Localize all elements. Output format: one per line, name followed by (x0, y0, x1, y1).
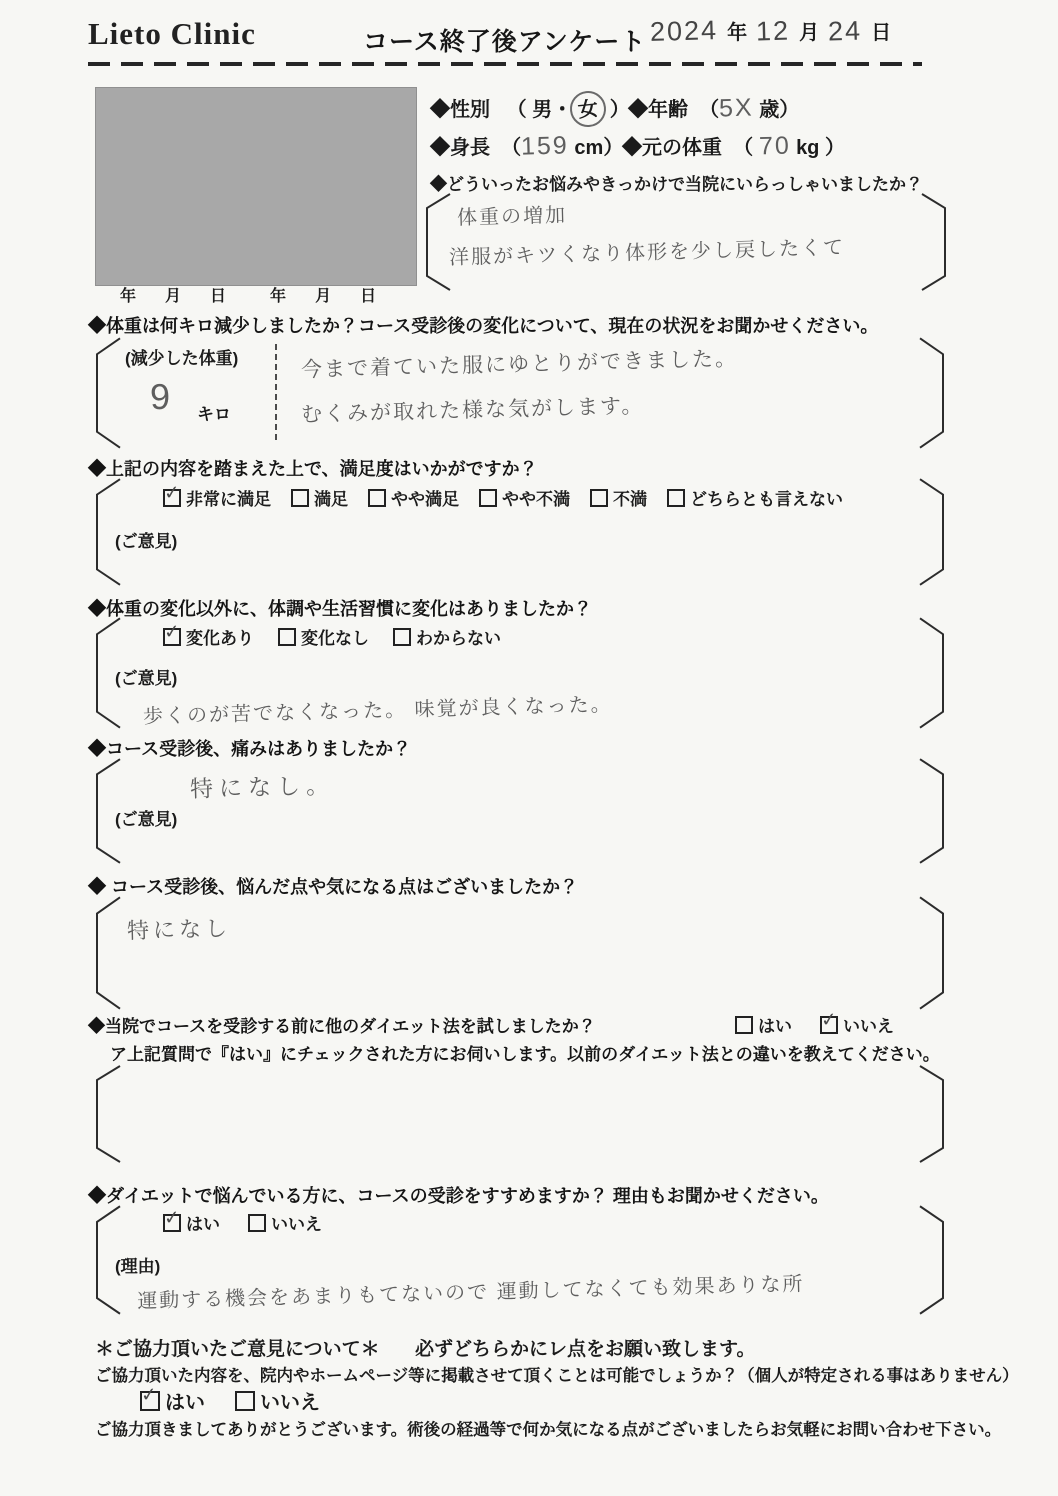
paren-close: ） (779, 99, 800, 121)
frame-bracket-right (919, 477, 945, 587)
checkbox-label: 変化なし (301, 629, 369, 648)
gender-field (430, 93, 630, 123)
clinic-logo: Lieto Clinic (88, 16, 256, 51)
date-day-value: 24 (827, 15, 863, 47)
frame-bracket-right (919, 1064, 945, 1164)
photo-date-label: 年 (120, 288, 137, 305)
photo-date-label: 日 (210, 288, 227, 305)
checkbox-no (248, 1210, 322, 1235)
checkbox-icon (278, 628, 296, 646)
checkbox-satisfied (291, 485, 348, 510)
checkbox-label: 変化あり (186, 629, 254, 648)
age-label: ◆年齢 (628, 99, 688, 121)
dashed-separator (275, 344, 277, 440)
pain-question: ◆コース受診後、痛みはありましたか？ (88, 739, 412, 759)
checkbox-yes (735, 1012, 792, 1037)
checkbox-somewhat-unsatisfied (479, 485, 570, 510)
reason-label: (理由) (115, 1257, 161, 1276)
photo-date-label: 年 (270, 288, 287, 305)
header-date (650, 16, 891, 47)
checkbox-very-satisfied (163, 485, 271, 510)
checkbox-icon (163, 1214, 181, 1232)
satisfaction-answer-frame (95, 477, 945, 587)
checkbox-label: やや不満 (502, 490, 570, 509)
checkbox-label: いいえ (260, 1392, 320, 1414)
concerns-question: ◆ コース受診後、悩んだ点や気になる点はございましたか？ (88, 877, 579, 897)
height-label: ◆身長 (430, 137, 490, 159)
checkbox-dont-know (393, 624, 501, 649)
consent-options (140, 1386, 320, 1415)
lifestyle-question: ◆体重の変化以外に、体調や生活習慣に変化はありましたか？ (88, 599, 592, 619)
frame-bracket-left (425, 192, 451, 292)
age-unit: 歳 (759, 99, 780, 121)
previous-diet-followup: ア上記質問で『はい』にチェックされた方にお伺いします。以前のダイエット法との違いを教えてください。 (110, 1045, 940, 1064)
gender-label: ◆性別 (430, 99, 490, 121)
checkbox-icon (590, 489, 608, 507)
age-value: 5X (718, 93, 755, 123)
frame-bracket-right (921, 192, 947, 292)
visit-reason-line1: 体重の増加 (456, 204, 568, 230)
weight-value: 70 (758, 131, 791, 161)
frame-bracket-right (919, 336, 945, 450)
paren-close: ） (609, 99, 630, 121)
photo-date-label: 月 (315, 288, 332, 305)
checkbox-label: はい (165, 1392, 205, 1414)
checkbox-no-change (278, 624, 369, 649)
checkbox-label: どちらとも言えない (690, 490, 843, 509)
paren-close: ） (603, 137, 624, 159)
date-year-label: 年 (727, 22, 748, 44)
original-weight-field (622, 131, 845, 161)
checkbox-icon (393, 628, 411, 646)
lost-weight-unit: キロ (197, 405, 231, 424)
photo-date-group (270, 283, 376, 306)
lifestyle-answer-frame (95, 616, 945, 730)
previous-diet-question: ◆当院でコースを受診する前に他のダイエット法を試しましたか？ (88, 1017, 596, 1036)
checkbox-somewhat-satisfied (368, 485, 459, 510)
visit-reason-line2: 洋服がキツくなり体形を少し戻したくて (448, 236, 846, 270)
frame-bracket-right (919, 616, 945, 730)
paren-open: （ (506, 99, 527, 121)
photo-date-labels (120, 283, 376, 306)
comment-label: (ご意見) (115, 669, 178, 688)
photo-date-label: 日 (360, 288, 377, 305)
paren-open: （ (699, 99, 720, 121)
frame-bracket-left (95, 1064, 121, 1164)
pain-answer: 特になし。 (189, 772, 336, 802)
gender-option-male: 男・ (532, 99, 573, 121)
height-field (430, 131, 623, 161)
checkbox-yes (140, 1386, 205, 1415)
visit-reason-question: ◆どういったお悩みやきっかけで当院にいらっしゃいましたか？ (430, 175, 923, 194)
checkbox-icon (163, 628, 181, 646)
recommend-question: ◆ダイエットで悩んでいる方に、コースの受診をすすめますか？ 理由もお聞かせください。 (88, 1186, 829, 1206)
paren-close: ） (824, 137, 845, 159)
weight-loss-comment-line1: 今まで着ていた服にゆとりができました。 (300, 347, 739, 382)
checkbox-no (820, 1012, 894, 1037)
checkbox-icon (820, 1016, 838, 1034)
checkbox-neither (667, 485, 843, 510)
checkbox-label: いいえ (843, 1017, 894, 1036)
checkbox-changed (163, 624, 254, 649)
checkbox-icon (479, 489, 497, 507)
checkbox-icon (235, 1391, 255, 1411)
frame-bracket-right (919, 1204, 945, 1316)
dashed-divider (88, 62, 922, 66)
recommend-reason: 運動する機会をあまりもてないので 運動してなくても効果ありな所 (136, 1273, 805, 1313)
concerns-answer-frame (95, 895, 945, 1011)
checkbox-label: はい (186, 1215, 220, 1234)
height-unit: cm (574, 137, 604, 159)
checkbox-yes (163, 1210, 220, 1235)
comment-label: (ご意見) (115, 532, 178, 551)
checkbox-icon (248, 1214, 266, 1232)
redacted-photo-area (95, 87, 417, 286)
form-title: コース終了後アンケート (363, 28, 647, 56)
consent-question: ご協力頂いた内容を、院内やホームページ等に掲載させて頂くことは可能でしょうか？（個人が特定される事はありません） (95, 1367, 1019, 1385)
date-month-label: 月 (799, 22, 820, 44)
checkbox-label: わからない (416, 629, 501, 648)
checkbox-label: 満足 (314, 490, 348, 509)
date-month-value: 12 (755, 15, 791, 47)
footer-title: ＊ご協力頂いたご意見について＊ (95, 1339, 380, 1360)
checkbox-unsatisfied (590, 485, 647, 510)
checkbox-label: 非常に満足 (186, 490, 271, 509)
age-field (628, 93, 799, 123)
weight-loss-comment-line2: むくみが取れた様な気がします。 (300, 394, 645, 427)
satisfaction-question: ◆上記の内容を踏まえた上で、満足度はいかがですか？ (88, 459, 538, 479)
weight-unit: kg (796, 137, 820, 159)
photo-date-label: 月 (165, 288, 182, 305)
footer-instruction: 必ずどちらかにレ点をお願い致します。 (415, 1339, 756, 1360)
lost-weight-value: 9 (149, 375, 173, 418)
checkbox-icon (667, 489, 685, 507)
date-day-label: 日 (871, 22, 892, 44)
visit-reason-answer-frame (425, 192, 947, 292)
checkbox-label: 不満 (613, 490, 647, 509)
checkbox-icon (140, 1391, 160, 1411)
lost-weight-label: (減少した体重) (125, 349, 239, 368)
paren-open: （ (501, 137, 522, 159)
photo-date-group (120, 283, 226, 306)
checkbox-icon (163, 489, 181, 507)
gender-selected-circle: 女 (568, 89, 608, 129)
pain-answer-frame (95, 757, 945, 865)
footer-thanks: ご協力頂きましてありがとうございます。術後の経過等で何か気になる点がございましたらお気軽にお問い合わせ下さい。 (95, 1421, 1002, 1439)
frame-bracket-right (919, 895, 945, 1011)
comment-label: (ご意見) (115, 810, 178, 829)
paren-open: （ (733, 137, 754, 159)
previous-diet-options (735, 1012, 894, 1037)
frame-bracket-left (95, 336, 121, 450)
weight-label: ◆元の体重 (622, 137, 722, 159)
checkbox-icon (368, 489, 386, 507)
checkbox-label: やや満足 (391, 490, 459, 509)
lifestyle-comment: 歩くのが苦でなくなった。 味覚が良くなった。 (142, 693, 613, 729)
concerns-answer: 特になし (126, 915, 232, 944)
checkbox-icon (735, 1016, 753, 1034)
weight-loss-answer-frame (95, 336, 945, 450)
previous-diet-answer-frame (95, 1064, 945, 1164)
checkbox-no (235, 1386, 320, 1415)
checkbox-icon (291, 489, 309, 507)
weight-loss-question: ◆体重は何キロ減少しましたか？コース受診後の変化について、現在の状況をお聞かせください。 (88, 316, 879, 336)
frame-bracket-left (95, 895, 121, 1011)
checkbox-label: いいえ (271, 1215, 322, 1234)
checkbox-label: はい (758, 1017, 792, 1036)
frame-bracket-right (919, 757, 945, 865)
height-value: 159 (520, 131, 570, 161)
date-year-value: 2024 (649, 15, 719, 47)
recommend-answer-frame (95, 1204, 945, 1316)
